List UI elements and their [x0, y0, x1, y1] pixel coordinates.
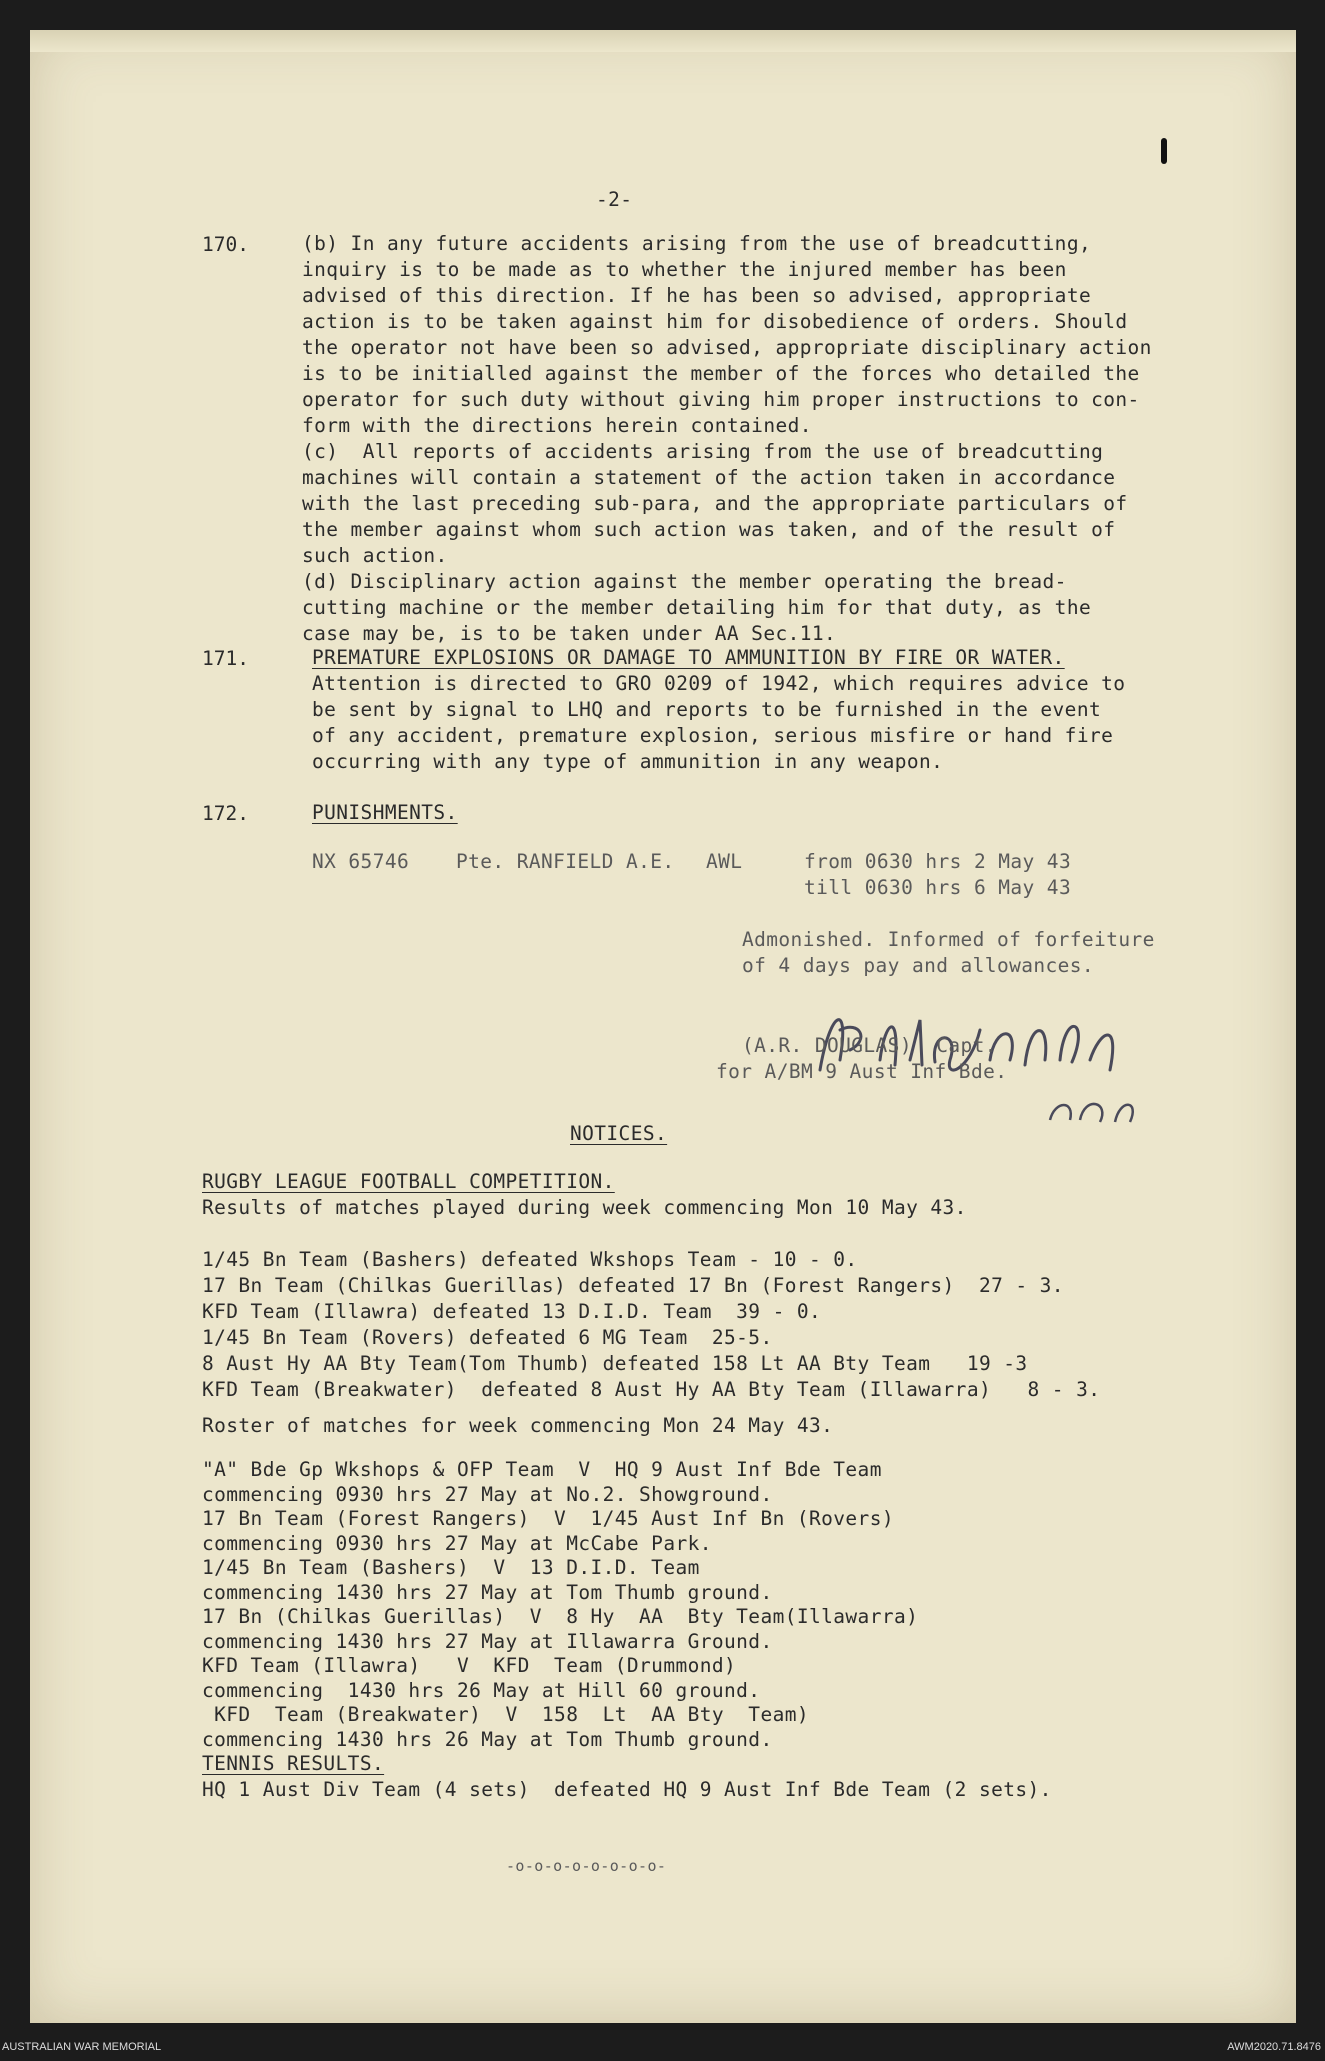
roster-intro: Roster of matches for week commencing Mon 24 May 43.	[202, 1414, 834, 1437]
roster-line: commencing 0930 hrs 27 May at McCabe Park.	[202, 1531, 712, 1555]
roster-line: commencing 1430 hrs 26 May at Hill 60 ground.	[202, 1678, 761, 1702]
para-171-number: 171.	[202, 647, 249, 670]
rugby-intro: Results of matches played during week commencing Mon 10 May 43.	[202, 1196, 967, 1219]
tennis-result: HQ 1 Aust Div Team (4 sets) defeated HQ 9 Aust Inf Bde Team (2 sets).	[202, 1778, 1052, 1801]
footer-left: AUSTRALIAN WAR MEMORIAL	[2, 2041, 162, 2053]
para-170-line: the operator not have been so advised, appropriate disciplinary action	[302, 336, 1152, 359]
roster-line: 17 Bn Team (Forest Rangers) V 1/45 Aust Inf Bn (Rovers)	[202, 1507, 894, 1530]
punishment-award-2: of 4 days pay and allowances.	[742, 954, 1095, 977]
footer-right: AWM2020.71.8476	[1227, 2041, 1321, 2053]
para-170-line: operator for such duty without giving him proper instructions to con-	[302, 388, 1140, 411]
roster-line: commencing 1430 hrs 27 May at Tom Thumb ground.	[202, 1580, 773, 1604]
para-170-line: action is to be taken against him for disobedience of orders. Should	[302, 310, 1128, 333]
punishment-number: NX 65746	[312, 850, 410, 873]
end-mark: -o-o-o-o-o-o-o-o-	[506, 1857, 667, 1875]
tennis-heading: TENNIS RESULTS.	[202, 1752, 385, 1775]
punishment-award-1: Admonished. Informed of forfeiture	[742, 928, 1155, 951]
document-page	[30, 30, 1296, 2023]
ink-spot	[1161, 138, 1167, 164]
roster-line: KFD Team (Breakwater) V 158 Lt AA Bty Team)	[202, 1703, 809, 1726]
roster-line: "A" Bde Gp Wkshops & OFP Team V HQ 9 Aust Inf Bde Team	[202, 1458, 882, 1481]
para-170-line: (d) Disciplinary action against the member operating the bread-	[302, 570, 1067, 593]
punishment-offence: AWL	[706, 850, 743, 873]
para-170-line: inquiry is to be made as to whether the injured member has been	[302, 258, 1067, 281]
roster-line: 1/45 Bn Team (Bashers) V 13 D.I.D. Team	[202, 1556, 700, 1579]
signatory-name: (A.R. DOUGLAS) Capt.	[742, 1034, 997, 1057]
para-170-line: is to be initialled against the member of the forces who detailed the	[302, 362, 1140, 385]
punishment-rank-name: Pte. RANFIELD A.E.	[456, 850, 675, 873]
para-170-line: such action.	[302, 544, 448, 567]
para-171-line: Attention is directed to GRO 0209 of 1942, which requires advice to	[312, 672, 1126, 695]
signatory-appointment: for A/BM 9 Aust Inf Bde.	[716, 1060, 1008, 1083]
para-170-line: advised of this direction. If he has been so advised, appropriate	[302, 284, 1092, 307]
para-171-heading: PREMATURE EXPLOSIONS OR DAMAGE TO AMMUNITION BY FIRE OR WATER.	[312, 646, 1065, 669]
punishment-till: till 0630 hrs 6 May 43	[804, 876, 1072, 899]
rugby-result-line: 8 Aust Hy AA Bty Team(Tom Thumb) defeated 158 Lt AA Bty Team 19 -3	[202, 1352, 1028, 1375]
roster-line: 17 Bn (Chilkas Guerillas) V 8 Hy AA Bty Team(Illawarra)	[202, 1605, 919, 1628]
para-170-line: the member against whom such action was taken, and of the result of	[302, 518, 1116, 541]
roster-line: KFD Team (Illawra) V KFD Team (Drummond)	[202, 1654, 737, 1677]
rugby-result-line: KFD Team (Breakwater) defeated 8 Aust Hy AA Bty Team (Illawarra) 8 - 3.	[202, 1378, 1101, 1401]
notices-heading: NOTICES.	[570, 1122, 668, 1145]
para-171-line: be sent by signal to LHQ and reports to be furnished in the event	[312, 698, 1102, 721]
rugby-result-line: 17 Bn Team (Chilkas Guerillas) defeated 17 Bn (Forest Rangers) 27 - 3.	[202, 1274, 1064, 1297]
para-171-line: occurring with any type of ammunition in any weapon.	[312, 750, 944, 773]
page-number: -2-	[596, 188, 633, 211]
para-170-line: form with the directions herein contained.	[302, 414, 812, 437]
rugby-heading: RUGBY LEAGUE FOOTBALL COMPETITION.	[202, 1170, 615, 1193]
roster-line: commencing 0930 hrs 27 May at No.2. Showground.	[202, 1482, 773, 1506]
para-171-line: of any accident, premature explosion, serious misfire or hand fire	[312, 724, 1114, 747]
para-170-number: 170.	[202, 233, 249, 256]
para-170-line: cutting machine or the member detailing him for that duty, as the	[302, 596, 1092, 619]
rugby-result-line: KFD Team (Illawra) defeated 13 D.I.D. Team 39 - 0.	[202, 1300, 822, 1323]
para-170-line: with the last preceding sub-para, and the appropriate particulars of	[302, 492, 1128, 515]
roster-line: commencing 1430 hrs 27 May at Illawarra Ground.	[202, 1629, 773, 1653]
para-170-line: (c) All reports of accidents arising from the use of breadcutting	[302, 440, 1104, 463]
paper-fold	[30, 30, 1296, 52]
para-170-line: (b) In any future accidents arising from the use of breadcutting,	[302, 232, 1092, 255]
rugby-result-line: 1/45 Bn Team (Rovers) defeated 6 MG Team 25-5.	[202, 1326, 773, 1349]
para-172-number: 172.	[202, 802, 249, 825]
para-170-line: case may be, is to be taken under AA Sec.11.	[302, 622, 837, 645]
para-170-line: machines will contain a statement of the action taken in accordance	[302, 466, 1116, 489]
para-172-heading: PUNISHMENTS.	[312, 801, 458, 824]
punishment-from: from 0630 hrs 2 May 43	[804, 850, 1072, 873]
rugby-result-line: 1/45 Bn Team (Bashers) defeated Wkshops Team - 10 - 0.	[202, 1248, 858, 1271]
roster-line: commencing 1430 hrs 26 May at Tom Thumb ground.	[202, 1727, 773, 1751]
